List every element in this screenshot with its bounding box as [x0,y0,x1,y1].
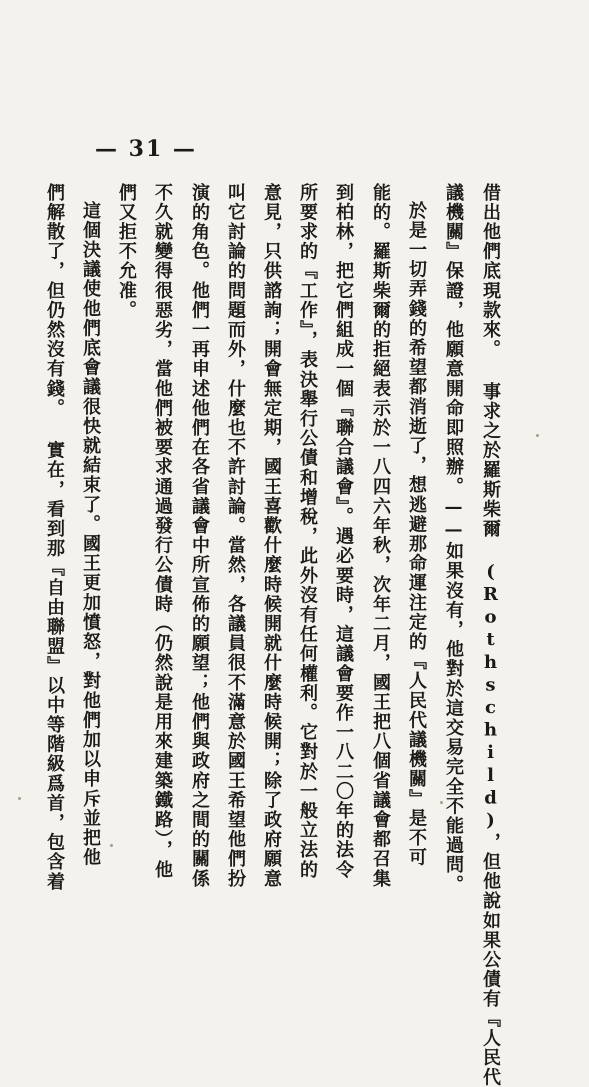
text-column-3: 於是一切弄錢的希望都消逝了，想逃避那命運注定的『人民代議機關』是不可 [406,201,427,868]
print-speck [440,801,443,804]
text-column-1: 借出他們底現款來。 事求之於羅斯柴爾 (Rothschild)，但他說如果公債有『人民代 [480,183,501,1087]
text-column-6: 所要求的『工作』，表決舉行公債和增稅，此外沒有任何權利。它對於一般立法的 [297,183,318,880]
text-column-5: 到柏林，把它們組成一個『聯合議會』。遇必要時，這議會要作一八二〇年的法令 [333,183,354,880]
text-column-12: 這個決議使他們底會議很快就結束了。國王更加憤怒，對他們加以申斥並把他 [80,201,101,868]
text-column-13: 們解散了，但仍然沒有錢。 實在，看到那『自由聯盟』以中等階級爲首，包含着 [44,183,65,892]
text-column-9: 演的角色。他們一再申述他們在各省議會中所宣佈的願望；他們與政府之間的關係 [189,183,210,889]
text-column-10: 不久就變得很惡劣，當他們被要求通過發行公債時（仍然說是用來建築鐵路），他 [152,183,173,880]
text-column-7: 意見，只供諮詢；開會無定期，國王喜歡什麼時候開就什麼時候開；除了政府願意 [261,183,282,889]
page-number: — 31 — [95,136,197,162]
print-speck [18,797,21,800]
print-speck [536,434,539,437]
text-column-2: 議機關』保證，他願意開命即照辦。——如果沒有，他對於這交易完全不能過問。 [443,183,464,895]
print-speck [110,844,113,847]
text-column-4: 能的。羅斯柴爾的拒絕表示於一八四六年秋，次年二月，國王把八個省議會都召集 [370,183,391,889]
text-column-11: 們又拒不允准。 [116,183,137,321]
text-column-8: 叫它討論的問題而外，什麼也不許討論。當然，各議員很不滿意於國王希望他們扮 [225,183,246,889]
